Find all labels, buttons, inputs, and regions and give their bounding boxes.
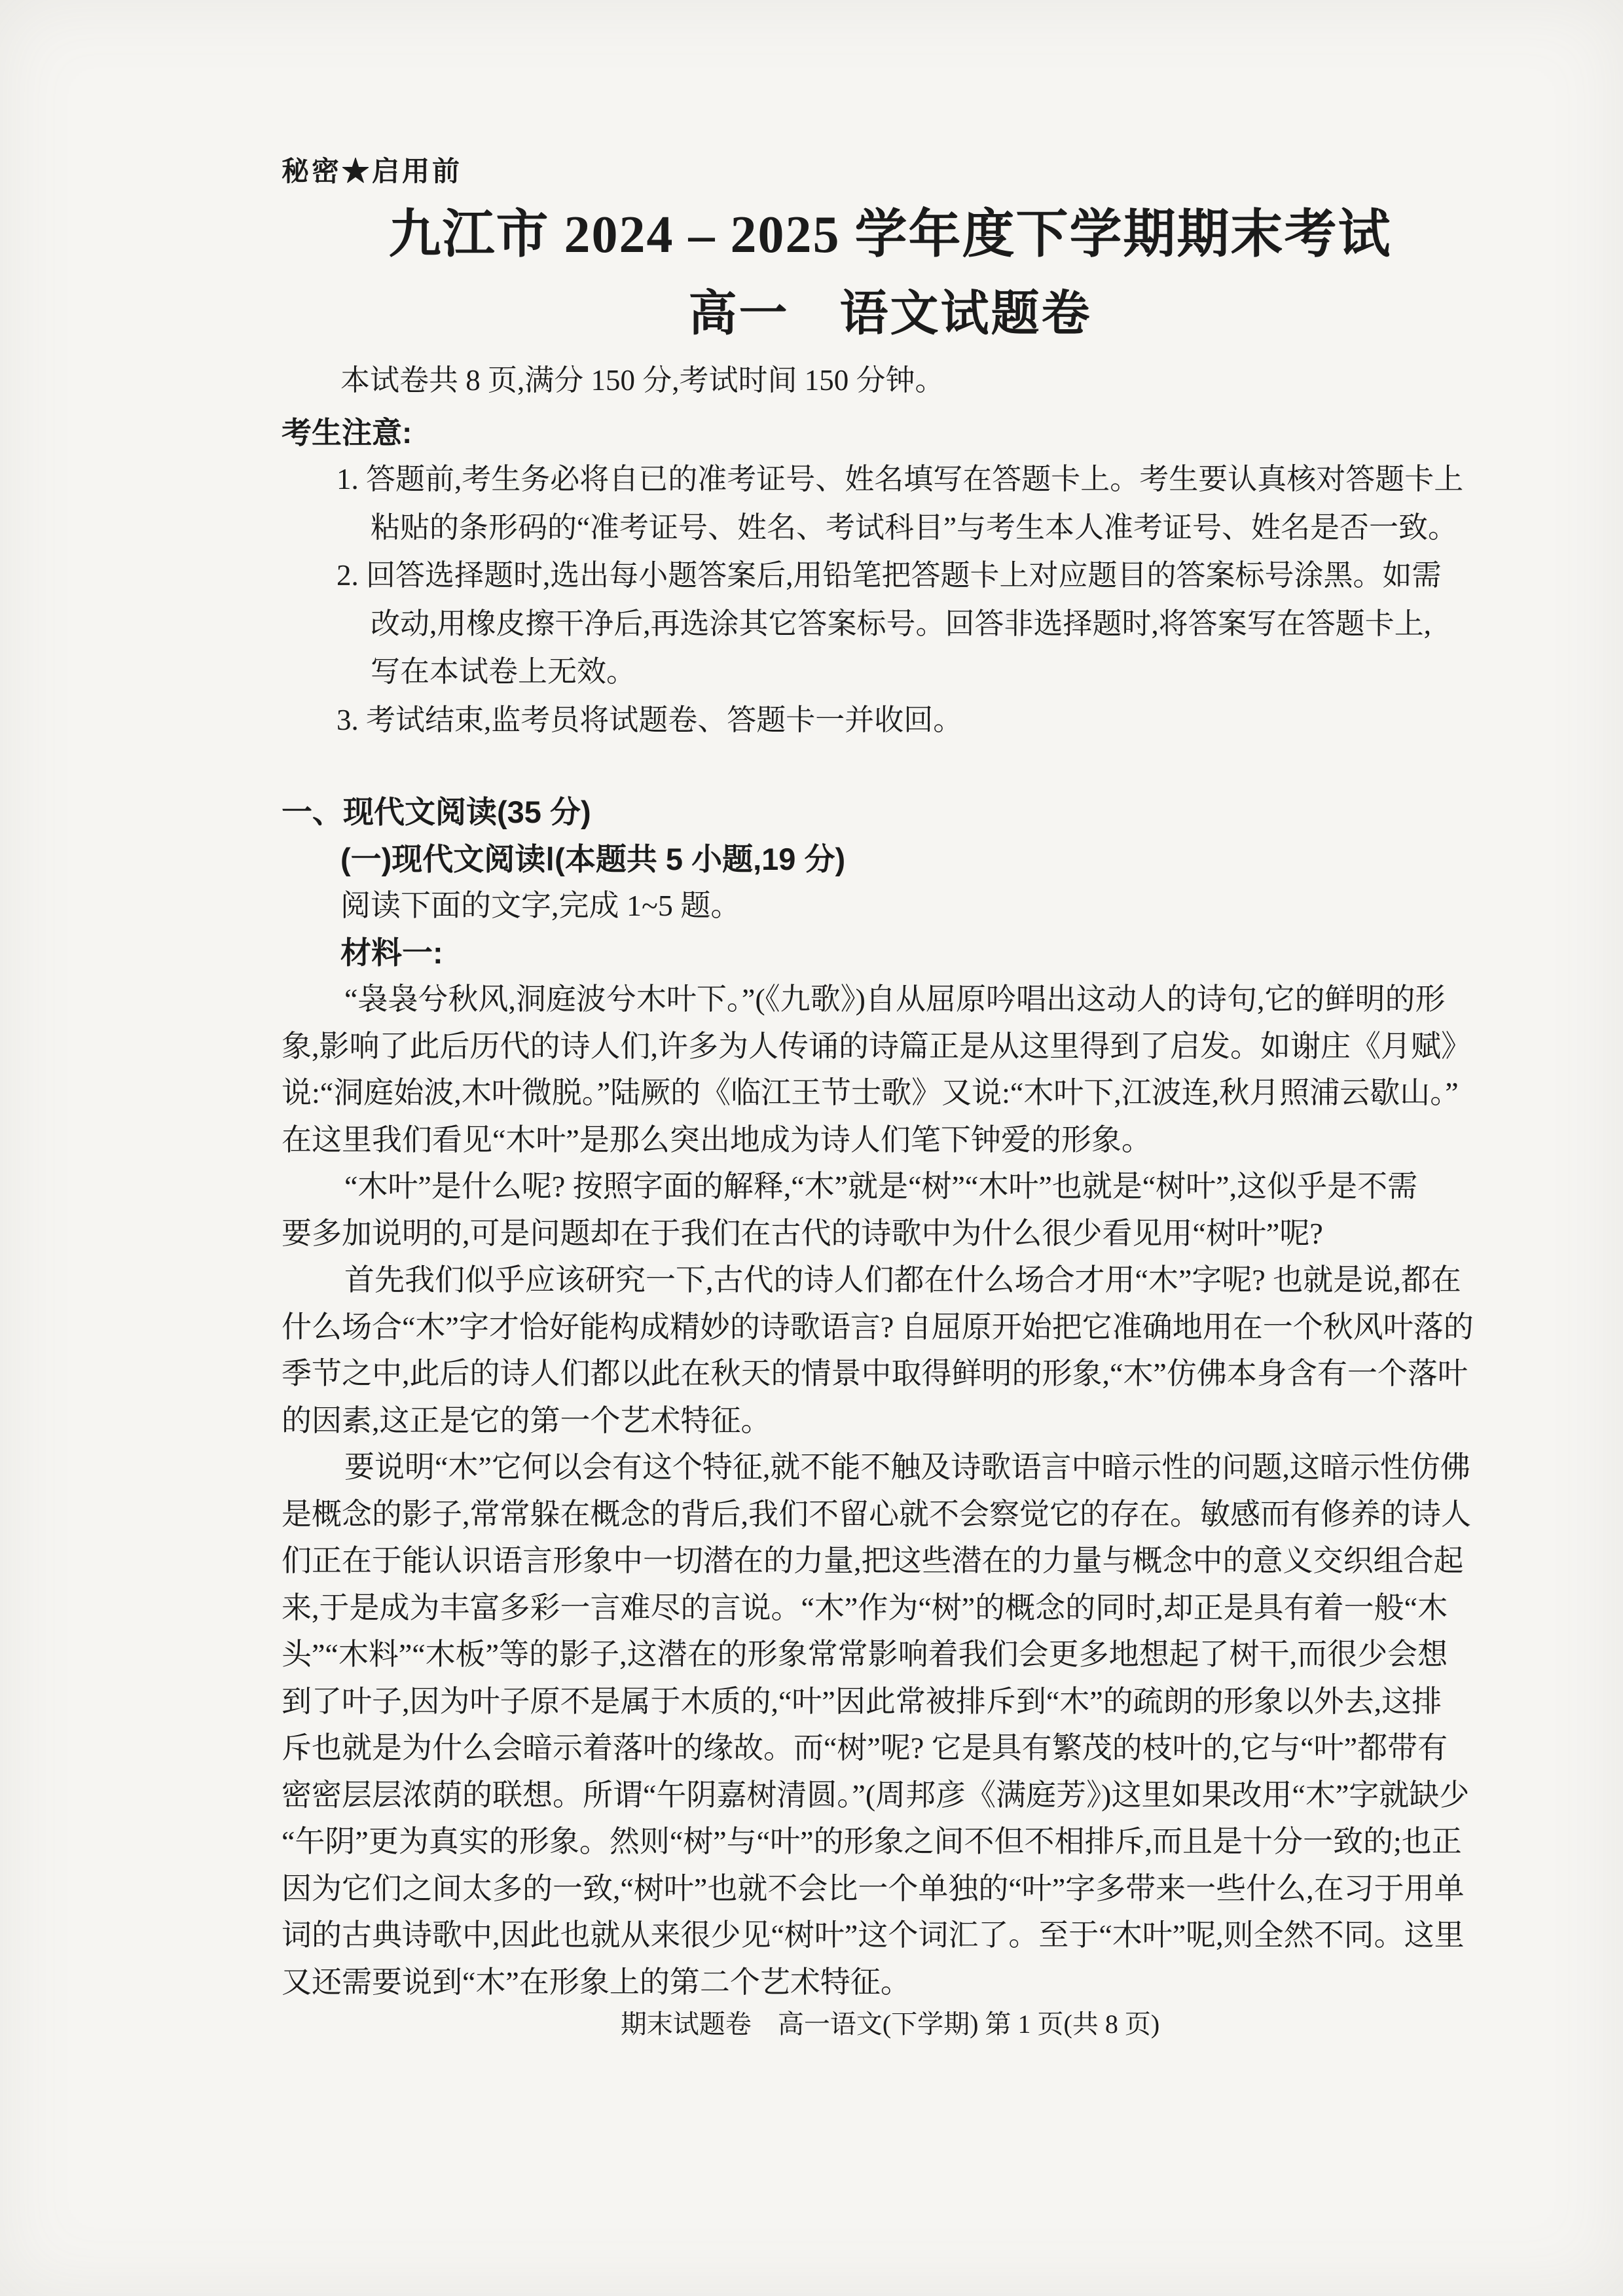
passage-line: 材料一:: [340, 935, 443, 970]
passage-line: 们正在于能认识语言形象中一切潜在的力量,把这些潜在的力量与概念中的意义交织组合起: [282, 1544, 1464, 1577]
passage-line: 密密层层浓荫的联想。所谓“午阴嘉树清圆。”(周邦彦《满庭芳》)这里如果改用“木”字就缺少: [282, 1778, 1470, 1812]
passage-line: 阅读下面的文字,完成 1~5 题。: [340, 889, 741, 922]
passage-line: 到了叶子,因为叶子原不是属于木质的,“叶”因此常被排斥到“木”的疏朗的形象以外去,这排: [282, 1684, 1442, 1718]
classification-label: 秘密★启用前: [282, 156, 463, 187]
passage-line: 象,影响了此后历代的诗人们,许多为人传诵的诗篇正是从这里得到了启发。如谢庄《月赋》: [282, 1029, 1471, 1063]
passage-line: 的因素,这正是它的第一个艺术特征。: [282, 1403, 771, 1437]
page-footer: 期末试题卷 高一语文(下学期) 第 1 页(共 8 页): [620, 2009, 1160, 2039]
passage-line: 一、现代文阅读(35 分): [282, 795, 591, 829]
passage-line: 因为它们之间太多的一致,“树叶”也就不会比一个单独的“叶”字多带来一些什么,在习于用单: [282, 1871, 1465, 1905]
passage-line: “午阴”更为真实的形象。然则“树”与“叶”的形象之间不但不相排斥,而且是十分一致的;也正: [282, 1825, 1462, 1858]
passage-line: 头”“木料”“木板”等的影子,这潜在的形象常常影响着我们会更多地想起了树干,而很少会想: [282, 1638, 1448, 1671]
notice-heading: 考生注意:: [282, 416, 412, 450]
passage-line: 什么场合“木”字才恰好能构成精妙的诗歌语言? 自屈原开始把它准确地用在一个秋风叶落的: [282, 1310, 1474, 1344]
notice-line: 2. 回答选择题时,选出每小题答案后,用铅笔把答题卡上对应题目的答案标号涂黑。如需: [337, 559, 1442, 592]
passage-line: 又还需要说到“木”在形象上的第二个艺术特征。: [282, 1965, 911, 1999]
page-content: [282, 156, 1499, 2005]
passage-line: (一)现代文阅读Ⅰ(本题共 5 小题,19 分): [340, 841, 846, 876]
passage-line: 要多加说明的,可是问题却在于我们在古代的诗歌中为什么很少看见用“树叶”呢?: [282, 1216, 1323, 1250]
passage-line: 在这里我们看见“木叶”是那么突出地成为诗人们笔下钟爱的形象。: [282, 1122, 1152, 1157]
notice-line: 1. 答题前,考生务必将自已的准考证号、姓名填写在答题卡上。考生要认真核对答题卡上: [337, 463, 1464, 495]
exam-info: 本试卷共 8 页,满分 150 分,考试时间 150 分钟。: [340, 364, 945, 397]
notice-line: 3. 考试结束,监考员将试题卷、答题卡一并收回。: [337, 703, 963, 736]
exam-title: 九江市 2024 – 2025 学年度下学期期末考试: [388, 206, 1392, 264]
passage-line: “袅袅兮秋风,洞庭波兮木叶下。”(《九歌》)自从屈原吟唱出这动人的诗句,它的鲜明的形: [344, 982, 1446, 1016]
passage-line: 说:“洞庭始波,木叶微脱。”陆厥的《临江王节士歌》又说:“木叶下,江波连,秋月照浦云歇山。”: [282, 1076, 1459, 1109]
notice-list: [282, 456, 1499, 744]
passage-line: 要说明“木”它何以会有这个特征,就不能不触及诗歌语言中暗示性的问题,这暗示性仿佛: [344, 1450, 1470, 1484]
passage-line: 词的古典诗歌中,因此也就从来很少见“树叶”这个词汇了。至于“木叶”呢,则全然不同。这里: [282, 1918, 1465, 1952]
passage-line: 首先我们似乎应该研究一下,古代的诗人们都在什么场合才用“木”字呢? 也就是说,都在: [344, 1263, 1461, 1297]
passage-line: 是概念的影子,常常躲在概念的背后,我们不留心就不会察觉它的存在。敏感而有修养的诗人: [282, 1497, 1471, 1531]
notice-line: 粘贴的条形码的“准考证号、姓名、考试科目”与考生本人准考证号、姓名是否一致。: [371, 511, 1457, 544]
notice-line: 改动,用橡皮擦干净后,再选涂其它答案标号。回答非选择题时,将答案写在答题卡上,: [371, 607, 1432, 640]
passage-line: 来,于是成为丰富多彩一言难尽的言说。“木”作为“树”的概念的同时,却正是具有着一般“木: [282, 1590, 1448, 1624]
passage-block: [282, 789, 1499, 2005]
notice-line: 写在本试卷上无效。: [371, 655, 636, 688]
passage-line: 季节之中,此后的诗人们都以此在秋天的情景中取得鲜明的形象,“木”仿佛本身含有一个落叶: [282, 1357, 1468, 1390]
passage-line: “木叶”是什么呢? 按照字面的解释,“木”就是“树”“木叶”也就是“树叶”,这似乎是不需: [344, 1170, 1418, 1203]
passage-line: 斥也就是为什么会暗示着落叶的缘故。而“树”呢? 它是具有繁茂的枝叶的,它与“叶”都带有: [282, 1731, 1448, 1765]
exam-subtitle: 高一 语文试题卷: [688, 287, 1092, 341]
